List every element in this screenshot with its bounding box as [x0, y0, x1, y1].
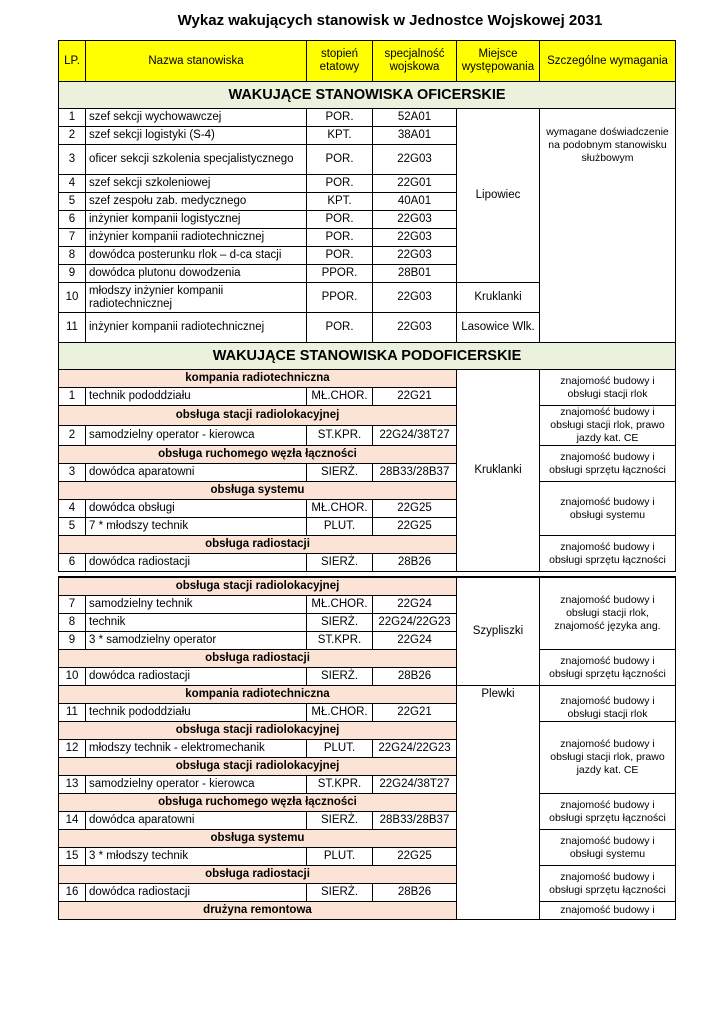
req-cell: znajomość budowy i obsługi sprzętu łączności [540, 446, 676, 482]
req-cell: znajomość budowy i obsługi stacji rlok, prawo jazdy kat. CE [540, 722, 676, 794]
cell-lp: 6 [59, 554, 86, 572]
cell-lp: 5 [59, 193, 86, 211]
cell-spec: 22G25 [373, 500, 457, 518]
req-cell: znajomość budowy i obsługi systemu [540, 830, 676, 866]
cell-name: samodzielny operator - kierowca [86, 776, 307, 794]
cell-lp: 14 [59, 812, 86, 830]
cell-name: technik [86, 614, 307, 632]
cell-lp: 2 [59, 127, 86, 145]
cell-rank: POR. [307, 109, 373, 127]
group-kompania: kompania radiotechniczna [59, 686, 457, 704]
cell-rank: SIERŻ. [307, 464, 373, 482]
req-cell: znajomość budowy i obsługi sprzętu łączności [540, 866, 676, 902]
cell-rank: MŁ.CHOR. [307, 500, 373, 518]
group-header [59, 830, 676, 848]
group-wezel: obsługa ruchomego węzła łączności [59, 446, 457, 464]
req-cell: znajomość budowy i obsługi sprzętu łączności [540, 650, 676, 686]
section-title: WAKUJĄCE STANOWISKA PODOFICERSKIE [59, 343, 676, 370]
group-header [59, 536, 676, 554]
cell-lp: 1 [59, 109, 86, 127]
section-title: WAKUJĄCE STANOWISKA OFICERSKIE [59, 82, 676, 109]
group-header [59, 794, 676, 812]
cell-spec: 22G21 [373, 704, 457, 722]
cell-spec: 22G03 [373, 283, 457, 313]
cell-name: inżynier kompanii logistycznej [86, 211, 307, 229]
cell-name: 3 * samodzielny operator [86, 632, 307, 650]
place-plewki: Plewki [457, 686, 540, 920]
vacancies-table-continued [58, 576, 676, 920]
group-radiostacja: obsługa radiostacji [59, 866, 457, 884]
cell-name: dowódca obsługi [86, 500, 307, 518]
cell-rank: POR. [307, 211, 373, 229]
cell-name: szef sekcji szkoleniowej [86, 175, 307, 193]
cell-spec: 22G25 [373, 518, 457, 536]
cell-spec: 22G21 [373, 388, 457, 406]
place-lasowice: Lasowice Wlk. [457, 313, 540, 343]
cell-spec: 22G03 [373, 211, 457, 229]
cell-name: dowódca radiostacji [86, 554, 307, 572]
req-cell: znajomość budowy i obsługi sprzętu łączności [540, 794, 676, 830]
cell-spec: 22G25 [373, 848, 457, 866]
header-place: Miejsce występowania [457, 41, 540, 82]
cell-spec: 22G03 [373, 247, 457, 265]
cell-rank: PLUT. [307, 740, 373, 758]
cell-rank: SIERŻ. [307, 554, 373, 572]
cell-spec: 28B33/28B37 [373, 812, 457, 830]
cell-lp: 4 [59, 175, 86, 193]
cell-name: dowódca radiostacji [86, 884, 307, 902]
cell-name: dowódca radiostacji [86, 668, 307, 686]
header-rank: stopień etatowy [307, 41, 373, 82]
group-system: obsługa systemu [59, 830, 457, 848]
cell-name: technik pododdziału [86, 704, 307, 722]
req-cell: znajomość budowy i obsługi stacji rlok, znajomość języka ang. [540, 577, 676, 650]
section-officers [59, 82, 676, 109]
cell-lp: 9 [59, 265, 86, 283]
cell-rank: MŁ.CHOR. [307, 704, 373, 722]
cell-spec: 22G03 [373, 229, 457, 247]
cell-lp: 2 [59, 426, 86, 446]
cell-name: dowódca aparatowni [86, 812, 307, 830]
cell-name: dowódca plutonu dowodzenia [86, 265, 307, 283]
cell-spec: 28B26 [373, 554, 457, 572]
cell-name: szef zespołu zab. medycznego [86, 193, 307, 211]
cell-name: szef sekcji logistyki (S-4) [86, 127, 307, 145]
section-nco [59, 343, 676, 370]
cell-lp: 1 [59, 388, 86, 406]
cell-rank: POR. [307, 247, 373, 265]
cell-name: młodszy inżynier kompanii radiotechnicznej [86, 283, 307, 313]
group-stacja: obsługa stacji radiolokacyjnej [59, 577, 457, 596]
group-header [59, 722, 676, 740]
cell-spec: 22G03 [373, 145, 457, 175]
cell-name: 3 * młodszy technik [86, 848, 307, 866]
cell-spec: 22G24/22G23 [373, 740, 457, 758]
header-name: Nazwa stanowiska [86, 41, 307, 82]
cell-spec: 22G01 [373, 175, 457, 193]
cell-rank: PPOR. [307, 265, 373, 283]
place-szypliszki: Szypliszki [457, 577, 540, 686]
cell-spec: 22G24 [373, 596, 457, 614]
cell-rank: PPOR. [307, 283, 373, 313]
cell-spec: 22G24 [373, 632, 457, 650]
cell-rank: SIERŻ. [307, 614, 373, 632]
cell-rank: POR. [307, 175, 373, 193]
cell-lp: 3 [59, 464, 86, 482]
cell-rank: PLUT. [307, 848, 373, 866]
cell-lp: 13 [59, 776, 86, 794]
group-header [59, 902, 676, 920]
cell-spec: 22G03 [373, 313, 457, 343]
cell-name: dowódca posterunku rlok – d-ca stacji [86, 247, 307, 265]
cell-lp: 11 [59, 704, 86, 722]
req-cell: znajomość budowy i [540, 902, 676, 920]
cell-spec: 28B33/28B37 [373, 464, 457, 482]
cell-name: samodzielny technik [86, 596, 307, 614]
cell-name: samodzielny operator - kierowca [86, 426, 307, 446]
cell-spec: 28B26 [373, 668, 457, 686]
cell-name: młodszy technik - elektromechanik [86, 740, 307, 758]
cell-rank: SIERŻ. [307, 884, 373, 902]
cell-rank: KPT. [307, 127, 373, 145]
req-cell: znajomość budowy i obsługi sprzętu łączności [540, 536, 676, 572]
cell-spec: 28B01 [373, 265, 457, 283]
table-row [59, 109, 676, 127]
cell-rank: ST.KPR. [307, 426, 373, 446]
cell-lp: 5 [59, 518, 86, 536]
page-title: Wykaz wakujących stanowisk w Jednostce Wojskowej 2031 [177, 12, 603, 29]
cell-rank: ST.KPR. [307, 632, 373, 650]
cell-lp: 12 [59, 740, 86, 758]
vacancies-table [58, 40, 676, 572]
req-cell: znajomość budowy i obsługi systemu [540, 482, 676, 536]
group-header [59, 446, 676, 464]
group-header [59, 866, 676, 884]
cell-spec: 22G24/38T27 [373, 776, 457, 794]
header-spec: specjalność wojskowa [373, 41, 457, 82]
cell-rank: ST.KPR. [307, 776, 373, 794]
group-header [59, 406, 676, 426]
header-req: Szczególne wymagania [540, 41, 676, 82]
cell-lp: 8 [59, 614, 86, 632]
cell-lp: 7 [59, 596, 86, 614]
cell-lp: 11 [59, 313, 86, 343]
req-cell: znajomość budowy i obsługi stacji rlok [540, 370, 676, 406]
table-header-row [59, 41, 676, 82]
group-header [59, 370, 676, 388]
cell-rank: MŁ.CHOR. [307, 388, 373, 406]
cell-rank: SIERŻ. [307, 668, 373, 686]
cell-rank: SIERŻ. [307, 812, 373, 830]
cell-lp: 8 [59, 247, 86, 265]
cell-spec: 38A01 [373, 127, 457, 145]
group-radiostacja: obsługa radiostacji [59, 650, 457, 668]
req-cell: znajomość budowy i obsługi stacji rlok, prawo jazdy kat. CE [540, 406, 676, 446]
req-cell: znajomość budowy i obsługi stacji rlok [540, 686, 676, 722]
group-radiostacja: obsługa radiostacji [59, 536, 457, 554]
group-kompania: kompania radiotechniczna [59, 370, 457, 388]
group-header [59, 482, 676, 500]
header-lp: LP. [59, 41, 86, 82]
req-officers-text: wymagane doświadczenie na podobnym stanowisku służbowym [546, 125, 669, 164]
cell-spec: 28B26 [373, 884, 457, 902]
cell-name: dowódca aparatowni [86, 464, 307, 482]
cell-rank: POR. [307, 313, 373, 343]
cell-lp: 3 [59, 145, 86, 175]
cell-lp: 6 [59, 211, 86, 229]
group-stacja: obsługa stacji radiolokacyjnej [59, 406, 457, 426]
cell-lp: 10 [59, 668, 86, 686]
cell-name: szef sekcji wychowawczej [86, 109, 307, 127]
cell-spec: 22G24/38T27 [373, 426, 457, 446]
cell-lp: 7 [59, 229, 86, 247]
cell-lp: 15 [59, 848, 86, 866]
cell-rank: KPT. [307, 193, 373, 211]
cell-lp: 10 [59, 283, 86, 313]
cell-name: technik pododdziału [86, 388, 307, 406]
group-stacja: obsługa stacji radiolokacyjnej [59, 758, 457, 776]
cell-rank: POR. [307, 145, 373, 175]
cell-rank: MŁ.CHOR. [307, 596, 373, 614]
place-kruklanki: Kruklanki [457, 283, 540, 313]
group-header [59, 650, 676, 668]
group-remontowa: drużyna remontowa [59, 902, 457, 920]
cell-lp: 16 [59, 884, 86, 902]
place-lipowiec: Lipowiec [457, 109, 540, 283]
req-officers [540, 109, 676, 343]
cell-name: inżynier kompanii radiotechnicznej [86, 313, 307, 343]
cell-name: 7 * młodszy technik [86, 518, 307, 536]
cell-rank: PLUT. [307, 518, 373, 536]
group-wezel: obsługa ruchomego węzła łączności [59, 794, 457, 812]
cell-rank: POR. [307, 229, 373, 247]
cell-name: oficer sekcji szkolenia specjalistycznego [86, 145, 307, 175]
cell-lp: 9 [59, 632, 86, 650]
group-header [59, 577, 676, 596]
cell-spec: 22G24/22G23 [373, 614, 457, 632]
group-stacja: obsługa stacji radiolokacyjnej [59, 722, 457, 740]
cell-name: inżynier kompanii radiotechnicznej [86, 229, 307, 247]
cell-lp: 4 [59, 500, 86, 518]
group-system: obsługa systemu [59, 482, 457, 500]
group-header [59, 686, 676, 704]
place-kruklanki-nco: Kruklanki [457, 370, 540, 572]
cell-spec: 40A01 [373, 193, 457, 211]
cell-spec: 52A01 [373, 109, 457, 127]
